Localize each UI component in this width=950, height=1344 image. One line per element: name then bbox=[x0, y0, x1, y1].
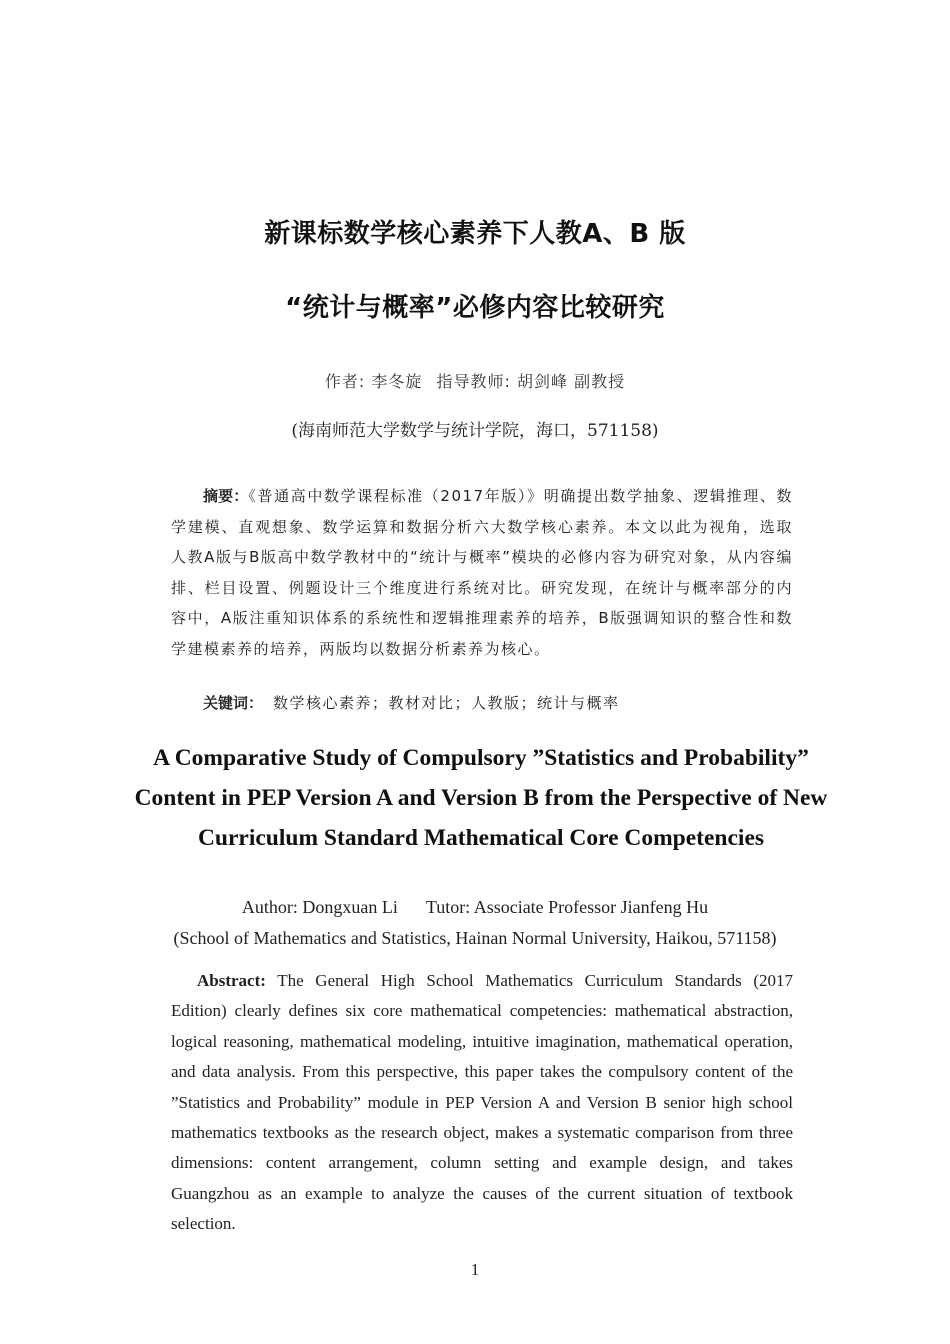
english-author-line bbox=[0, 897, 950, 918]
chinese-title-line-2: “统计与概率”必修内容比较研究 bbox=[285, 293, 665, 323]
english-abstract-text: The General High School Mathematics Curriculum Standards (2017 Edition) clearly defines six core mathematical competencies: mathematical abstraction, logical reasoning, mathematical modeling, intuitive imagination, mathematical operation, and data analysis. From this perspective, this paper takes the compulsory content of the ”Statistics and Probability” module in PEP Version A and Version B senior high school mathematics textbooks as the research object, makes a systematic comparison from three dimensions: content arrangement, column setting and example design, and takes Guangzhou as an example to analyze the causes of the current situation of textbook selection. bbox=[171, 971, 793, 1234]
chinese-abstract-text: 《普通高中数学课程标准（2017年版）》明确提出数学抽象、逻辑推理、数学建模、直观想象、数学运算和数据分析六大数学核心素养。本文以此为视角，选取人教A版与B版高中数学教材中的“统计与概率”模块的必修内容为研究对象，从内容编排、栏目设置、例题设计三个维度进行系统对比。研究发现，在统计与概率部分的内容中，A版注重知识体系的系统性和逻辑推理素养的培养，B版强调知识的整合性和数学建模素养的培养，两版均以数据分析素养为核心。 bbox=[171, 487, 793, 658]
english-abstract bbox=[171, 966, 793, 1240]
page-number: 1 bbox=[470, 1260, 480, 1279]
chinese-author: 作者: 李冬旋 bbox=[324, 372, 423, 391]
chinese-abstract-label: 摘要： bbox=[203, 487, 249, 505]
chinese-keywords bbox=[203, 692, 620, 713]
chinese-title-line-1: 新课标数学核心素养下人教A、B 版 bbox=[264, 219, 686, 249]
english-title: A Comparative Study of Compulsory ”Statistics and Probability” Content in PEP Version A and Version B from the Perspective of New Curriculum Standard Mathematical Core Competencies bbox=[134, 745, 828, 851]
chinese-abstract bbox=[171, 481, 793, 664]
english-tutor: Tutor: Associate Professor Jianfeng Hu bbox=[425, 897, 709, 917]
chinese-tutor: 指导教师: 胡剑峰 副教授 bbox=[436, 372, 626, 391]
english-affiliation: (School of Mathematics and Statistics, Hainan Normal University, Haikou, 571158) bbox=[173, 928, 777, 948]
chinese-keywords-label: 关键词： bbox=[203, 694, 264, 712]
english-abstract-label: Abstract: bbox=[197, 971, 266, 990]
chinese-author-line bbox=[0, 369, 950, 392]
chinese-affiliation: (海南师范大学数学与统计学院，海口，571158) bbox=[291, 421, 659, 441]
chinese-keywords-text: 数学核心素养；教材对比；人教版；统计与概率 bbox=[273, 694, 620, 712]
english-author: Author: Dongxuan Li bbox=[241, 897, 398, 917]
